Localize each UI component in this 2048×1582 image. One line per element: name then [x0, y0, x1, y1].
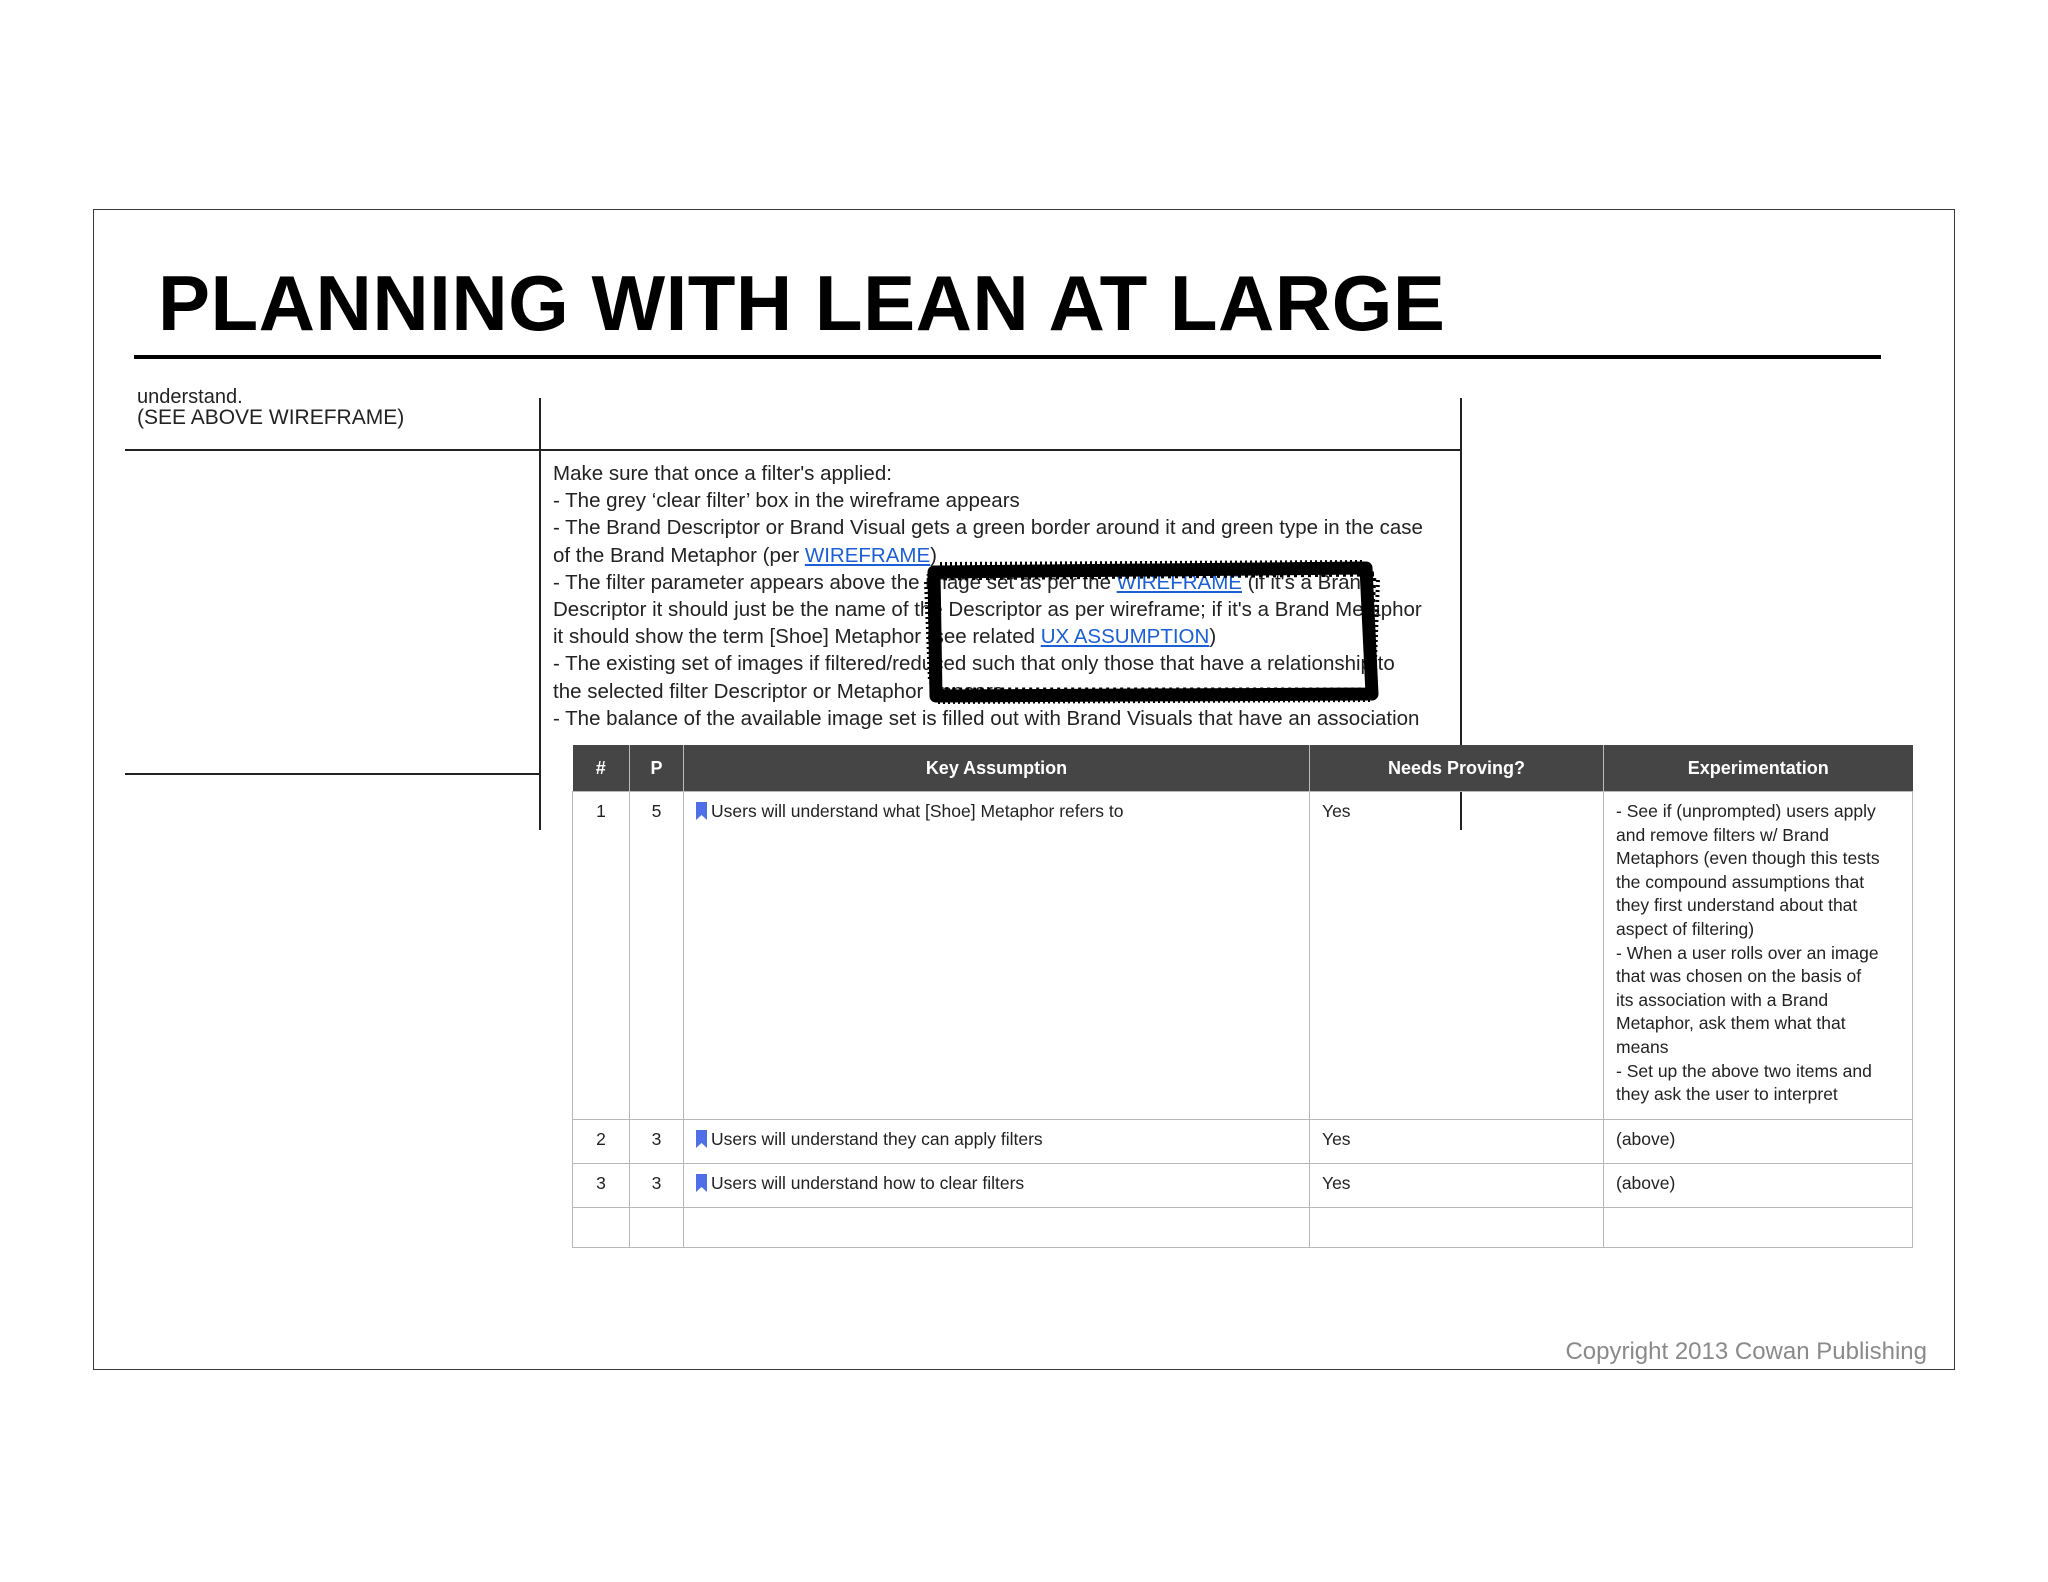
empty-cell — [630, 1208, 684, 1248]
column-divider — [539, 398, 541, 830]
document-text: - The grey ‘clear filter’ box in the wireframe appears — [553, 489, 1020, 513]
row-needs-proving: Yes — [1310, 1120, 1604, 1164]
document-text: - The Brand Descriptor or Brand Visual gets a green border around it and green type in the case — [553, 516, 1423, 540]
empty-cell — [684, 1208, 1310, 1248]
document-text: - The filter parameter appears above the image set as per the — [553, 570, 1117, 594]
experimentation-line: and remove filters w/ Brand — [1616, 824, 1830, 845]
row-needs-proving: Yes — [1310, 792, 1604, 1120]
document-text: (if it's a Brand — [1241, 570, 1373, 594]
document-link[interactable]: UX ASSUMPTION — [1040, 625, 1210, 649]
row-divider-left — [125, 773, 540, 775]
experimentation-line: - Set up the above two items and — [1616, 1060, 1872, 1081]
experimentation-line: - See if (unprompted) users apply — [1616, 801, 1876, 821]
document-text: Descriptor it should just be the name of the Descriptor as per wireframe; if it's a Brand Metaphor — [553, 598, 1422, 622]
experimentation-line: means — [1616, 1036, 1669, 1057]
slide-title: PLANNING WITH LEAN AT LARGE — [158, 259, 1446, 347]
experimentation-line: Metaphors (even though this tests — [1616, 848, 1880, 869]
experimentation-line: the compound assumptions that — [1616, 871, 1865, 892]
copyright-notice: Copyright 2013 Cowan Publishing — [1565, 1338, 1927, 1365]
table-row — [573, 1120, 1913, 1164]
empty-cell — [1604, 1208, 1913, 1248]
header-key-assumption: Key Assumption — [684, 745, 1310, 792]
row-number: 2 — [573, 1120, 630, 1164]
document-line — [553, 460, 1453, 487]
header-experimentation: Experimentation — [1604, 745, 1913, 792]
assumption-text: Users will understand how to clear filters — [711, 1173, 1025, 1193]
row-number: 1 — [573, 792, 630, 1120]
document-link[interactable]: WIREFRAME — [1116, 570, 1242, 594]
bookmark-icon — [696, 1130, 707, 1148]
clipped-text: understand. — [137, 386, 243, 408]
redaction-scribble — [926, 562, 1378, 702]
row-assumption — [684, 1120, 1310, 1164]
document-line — [553, 705, 1453, 732]
row-assumption — [684, 792, 1310, 1120]
experimentation-line: they ask the user to interpret — [1616, 1084, 1838, 1105]
assumptions-table-crop — [572, 745, 1912, 1222]
experimentation-line: aspect of filtering) — [1616, 918, 1755, 939]
row-priority: 3 — [630, 1164, 684, 1208]
document-text: of the Brand Metaphor (per — [553, 543, 805, 567]
experimentation-line: they first understand about that — [1616, 895, 1858, 916]
bookmark-icon — [696, 1174, 707, 1192]
row-divider — [125, 449, 1462, 451]
row-priority: 5 — [630, 792, 684, 1120]
header-priority: P — [630, 745, 684, 792]
assumption-text: Users will understand what [Shoe] Metaphor refers to — [711, 801, 1124, 821]
table-header-row — [573, 745, 1913, 792]
header-needs-proving: Needs Proving? — [1310, 745, 1604, 792]
header-number: # — [573, 745, 630, 792]
document-text: - The balance of the available image set is filled out with Brand Visuals that have an association — [553, 706, 1420, 730]
row-experimentation: (above) — [1604, 1120, 1913, 1164]
table-row — [573, 792, 1913, 1120]
row-needs-proving: Yes — [1310, 1164, 1604, 1208]
row-experimentation — [1604, 792, 1913, 1120]
row-number: 3 — [573, 1164, 630, 1208]
assumption-text: Users will understand they can apply filters — [711, 1129, 1043, 1149]
experimentation-line: - When a user rolls over an image — [1616, 942, 1879, 963]
document-text: ) — [930, 543, 937, 567]
document-line — [553, 514, 1453, 541]
document-line — [553, 487, 1453, 514]
experimentation-line: that was chosen on the basis of — [1616, 966, 1862, 987]
document-text: ) — [1209, 625, 1217, 649]
document-text: Make sure that once a filter's applied: — [553, 462, 892, 485]
document-text: - The existing set of images if filtered/reduced such that only those that have a relationship to — [553, 652, 1395, 676]
document-link[interactable]: WIREFRAME — [804, 543, 931, 567]
row-experimentation: (above) — [1604, 1164, 1913, 1208]
table-row — [573, 1164, 1913, 1208]
assumptions-table — [572, 745, 1913, 1248]
row-priority: 3 — [630, 1120, 684, 1164]
title-underline — [134, 355, 1881, 359]
see-above-label: (SEE ABOVE WIREFRAME) — [137, 406, 405, 429]
empty-cell — [573, 1208, 630, 1248]
experimentation-line: its association with a Brand — [1616, 989, 1829, 1010]
document-text: it should show the term [Shoe] Metaphor (see related — [553, 625, 1041, 649]
bookmark-icon — [696, 802, 707, 820]
experimentation-line: Metaphor, ask them what that — [1616, 1013, 1846, 1034]
empty-cell — [1310, 1208, 1604, 1248]
table-row — [573, 1208, 1913, 1248]
row-assumption — [684, 1164, 1310, 1208]
document-text: the selected filter Descriptor or Metaphor appears — [553, 679, 1004, 703]
